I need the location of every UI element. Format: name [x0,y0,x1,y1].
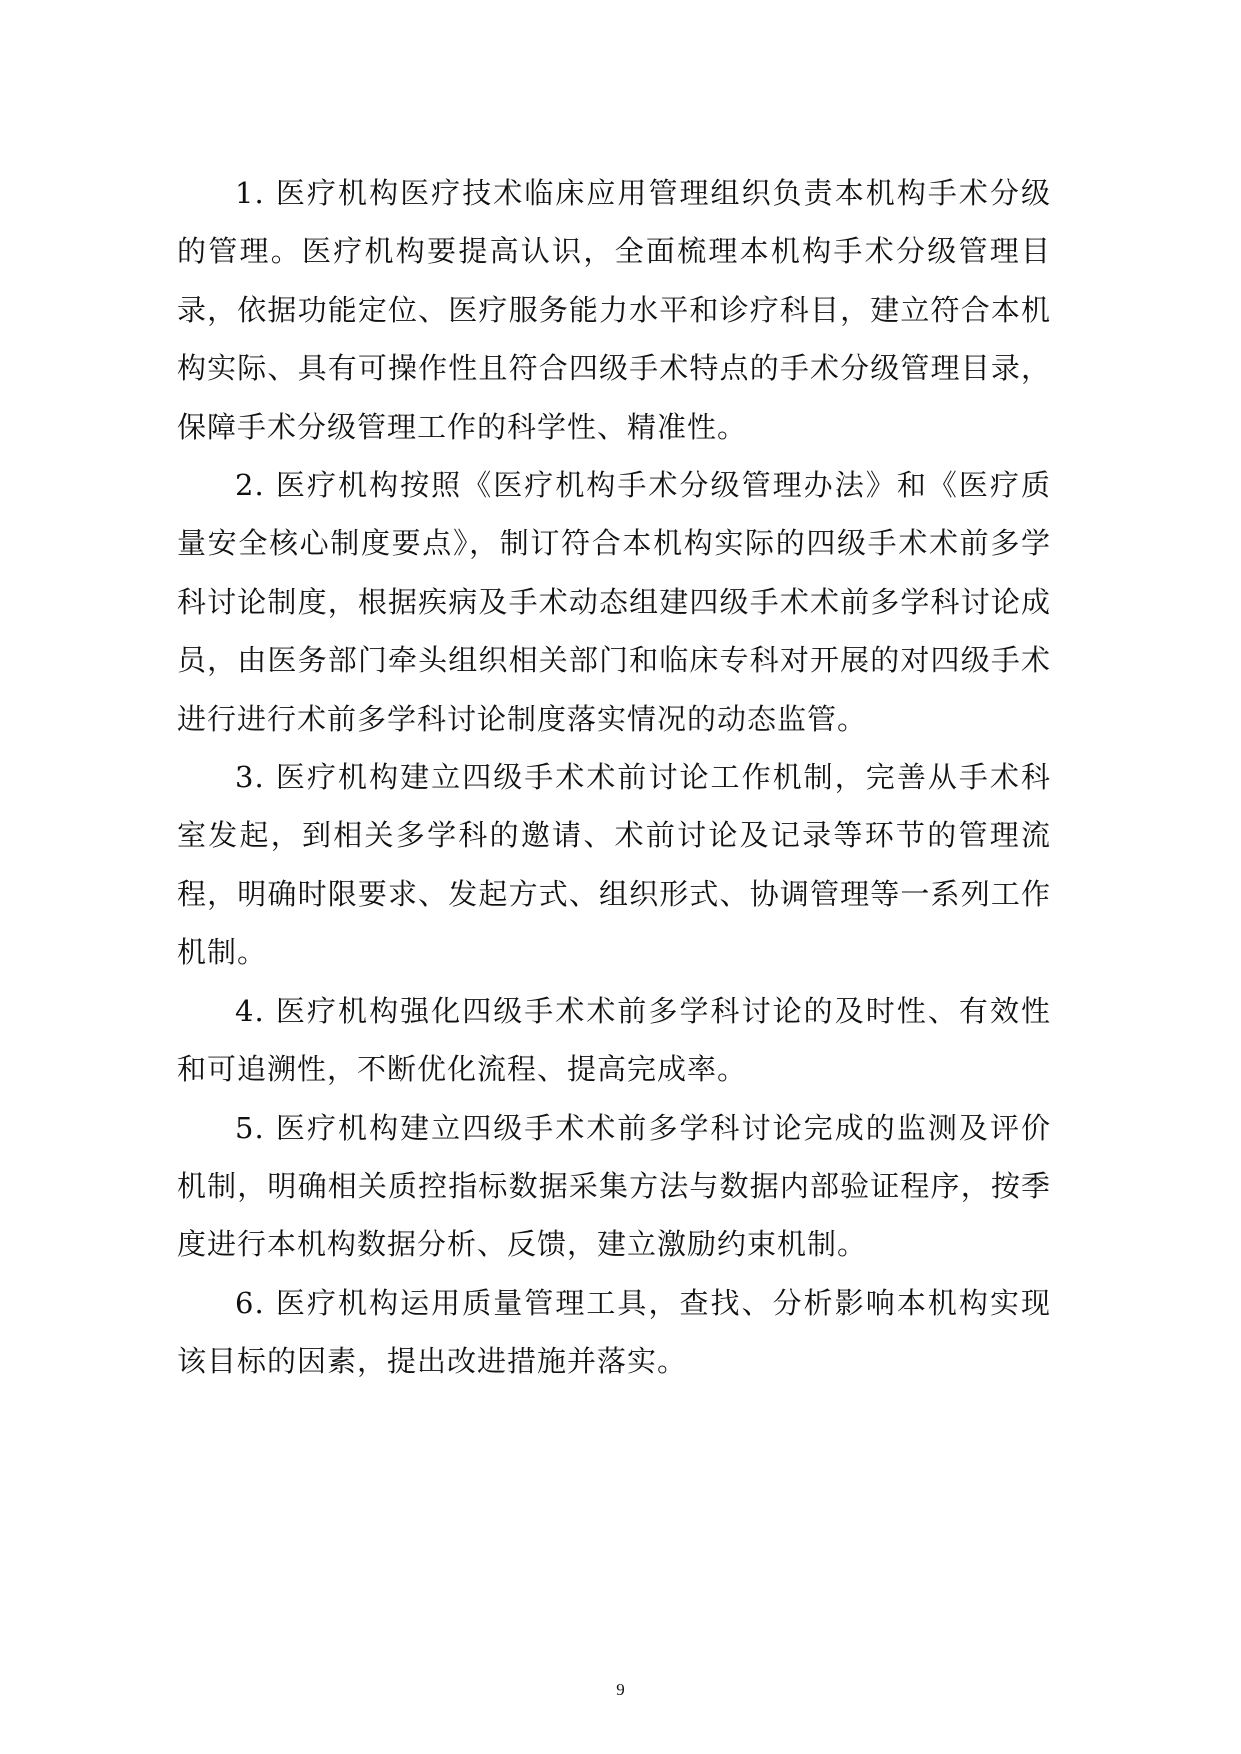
paragraph-2: 2. 医疗机构按照《医疗机构手术分级管理办法》和《医疗质量安全核心制度要点》，制订符合本机构实际的四级手术术前多学科讨论制度，根据疾病及手术动态组建四级手术术前多学科讨论成员，由医务部门牵头组织相关部门和临床专科对开展的对四级手术进行进行术前多学科讨论制度落实情况的动态监管。 [177,468,1051,736]
paragraph-6: 6. 医疗机构运用质量管理工具，查找、分析影响本机构实现该目标的因素，提出改进措施并落实。 [177,1285,1051,1379]
paragraph-5: 5. 医疗机构建立四级手术术前多学科讨论完成的监测及评价机制，明确相关质控指标数据采集方法与数据内部验证程序，按季度进行本机构数据分析、反馈，建立激励约束机制。 [177,1110,1051,1262]
document-body [177,164,1051,1391]
paragraph-3: 3. 医疗机构建立四级手术术前讨论工作机制，完善从手术科室发起，到相关多学科的邀请、术前讨论及记录等环节的管理流程，明确时限要求、发起方式、组织形式、协调管理等一系列工作机制。 [177,760,1051,970]
paragraph-1: 1. 医疗机构医疗技术临床应用管理组织负责本机构手术分级的管理。医疗机构要提高认识，全面梳理本机构手术分级管理目录，依据功能定位、医疗服务能力水平和诊疗科目，建立符合本机构实际、具有可操作性且符合四级手术特点的手术分级管理目录，保障手术分级管理工作的科学性、精准性。 [177,176,1051,444]
page-number: 9 [616,1680,625,1699]
paragraph-4: 4. 医疗机构强化四级手术术前多学科讨论的及时性、有效性和可追溯性，不断优化流程、提高完成率。 [177,993,1051,1087]
